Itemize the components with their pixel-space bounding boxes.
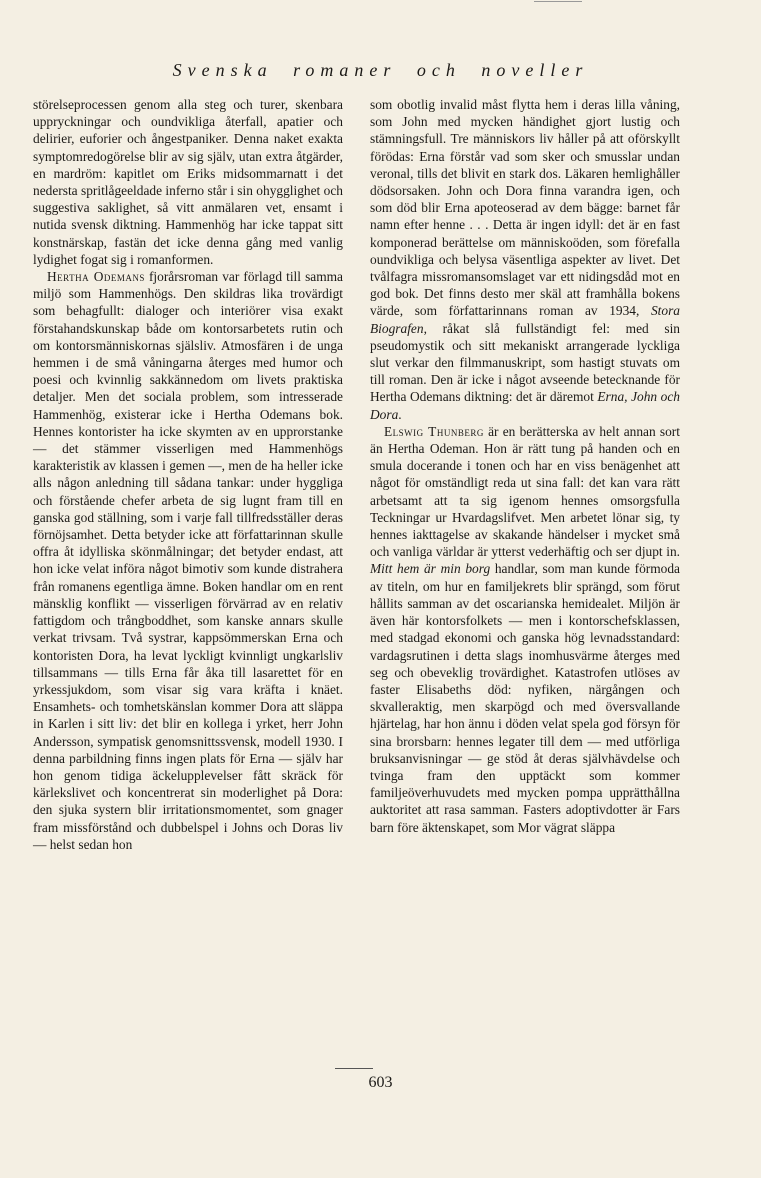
page-number: 603 bbox=[368, 1074, 393, 1091]
book-title: Stora Biografen bbox=[370, 303, 680, 336]
book-title: Mitt hem är min borg bbox=[370, 561, 491, 577]
folio-rule bbox=[335, 1068, 373, 1069]
paragraph-text: . bbox=[398, 406, 402, 422]
running-title: Svenska romaner och noveller bbox=[172, 60, 589, 80]
paragraph: störelseprocessen genom alla steg och turer, skenbara uppryckningar och oundvikliga återfall, apatier och delirier, euforier och ångestpaniker. Denna naket exakta symptomredogörelse blir av sig själv, utan extra åtgärder, en mardröm: kapitlet om Eriks midsommarnatt i det nedersta spritlågeeldade inferno står i sin ohygglighet och suggestiva saklighet, så vitt anmälaren vet, ensamt i nutida svensk diktning. Hammenhög har icke tappat sitt konstnärskap, fastän det icke denna gång med vanlig lydighet fogat sig i romanformen. bbox=[33, 97, 343, 267]
author-name: Elswig Thunberg bbox=[384, 423, 484, 439]
author-name: Hertha Odemans bbox=[47, 269, 145, 285]
right-column bbox=[370, 96, 680, 836]
paragraph bbox=[33, 268, 343, 853]
paragraph-text: är en berätterska av helt annan sort än Hertha Odeman. Hon är rätt tung på handen och en smula docerande i tonen och har en viss benägenhet att något för omständligt reda ut sina fall: det kan vara rätt arbetsamt att ta sig igenom hennes omsorgsfulla Teckningar ur Hvardagslifvet. Men arbetet lönar sig, ty hennes iakttagelse av skakande händelser i mycket små och vanliga världar är ytterst vederhäftig och ser djupt in. bbox=[370, 423, 680, 560]
book-title: Erna, John och Dora bbox=[370, 389, 680, 422]
paragraph-text: handlar, som man kunde förmoda av titeln, om hur en familjekrets blir sprängd, som förut hållits samman av det oscarianska hemidealet. Miljön är även här kontorsfolkets — men i kontorschefsklassen, med stadgad ekonomi och ganska hög levnadsstandard: vardagsrutinen i detta slags inomhusvärme återges med seg och obeveklig trovärdighet. Katastrofen utlöses av faster Elisabeths död: nyfiken, närgången och skvalleraktig, men skarpögd och med översvallande hjärtelag, har hon ännu i döden velat spela god försyn för sina brorsbarn: hennes legater till dem — med utförliga bruksanvisningar — ge stöd åt deras självhävdelse och tvinga fram den upptäckt som kommer familjeöverhuvudets med mycken pompa upprätthållna auktoritet att rasa samman. Fasters adoptivdotter är Fars barn före äktenskapet, som Mor vägrat släppa bbox=[370, 561, 680, 835]
corner-mark bbox=[534, 1, 582, 2]
paragraph bbox=[370, 423, 680, 836]
paragraph-text: , råkat slå fullständigt fel: med sin pseudomystik och sitt mekaniskt arrangerade lyckliga slut verkar den filmmanuskript, som hastigt stuvats om till roman. Den är icke i något avseende betecknande för Hertha Odemans diktning: det är däremot bbox=[370, 320, 680, 405]
paragraph-text: som obotlig invalid måst flytta hem i deras lilla våning, som John med mycken händighet gjort lustig och stämningsfull. Tre människors liv håller på att oförskyllt förödas: Erna förstår vad som sker och smusslar undan veronal, tills det blivit en stark dos. Läkaren hemlighåller dödsorsaken. John och Dora finna varandra igen, och som död blir Erna apoteoserad av dem bägge: barnet får namn efter henne . . . Detta är ingen idyll: det är en fast komponerad berättelse om människoöden, som förefalla oundvikliga och belysa väsentliga aspekter av livet. Det tvålfagra missromansomslaget var ett nidingsdåd mot en god bok. Det finns desto mer skäl att framhålla bokens värde, som författarinnans roman av 1934, bbox=[370, 97, 680, 319]
paragraph bbox=[370, 96, 680, 423]
paragraph-text: fjorårsroman var förlagd till samma miljö som Hammenhögs. Den skildras lika trovärdigt som behagfullt: dialoger och interiörer visa exakt förstahandskunskap både om kontorsarbetets rutin och om kontorsmänniskornas själsliv. Atmosfären i de unga hemmen i de små våningarna återges med humor och poesi och kvinnlig sakkännedom om livets praktiska detaljer. Men det sociala problem, som intresserade Hammenhög, existerar icke i Hertha Odemans bok. Hennes kontorister ha icke skymten av en upprorstanke — det stämmer visserligen med Hammenhögs karakteristik av klassen i gemen —, men de ha heller icke alls någon anledning till sådana tankar: under hyggliga och förstående chefer arbeta de sig lugnt fram till en ganska god ställning, som i varje fall tillfredsställer deras förnöjsamhet. Detta betyder icke att författarinnan skulle offra åt idylliska skönmålningar; det betyder endast, att hon icke velat införa något bimotiv som kunde distrahera från romanens egentliga ämne. Boken handlar om en rent mänsklig konflikt — visserligen förvärrad av en relativ fattigdom och trångboddhet, som kanske annars skulle verkat trivsam. Två systrar, kappsömmerskan Erna och kontoristen Dora, ha levat lyckligt kvinnligt ungkarlsliv tillsammans — tills Erna får åka till lasarettet för en yrkessjukdom, som visar sig vara kräfta i knäet. Ensamhets- och tomhetskänslan kommer Dora att släppa in Karlen i sitt liv: det blir en kollega i yrket, herr John Andersson, sympatisk genomsnittssvensk, modell 1930. I denna parbildning finns ingen plats för Erna — själv har hon genom tidiga äckelupplevelser fått skräck för kärlekslivet och koncentrerat sin moderlighet på Dora: den sjuka systern blir irritationsmomentet, som gnager fram missförstånd och dubbelspel i Johns och Doras liv — helst sedan hon bbox=[33, 269, 343, 852]
left-column bbox=[33, 96, 343, 853]
